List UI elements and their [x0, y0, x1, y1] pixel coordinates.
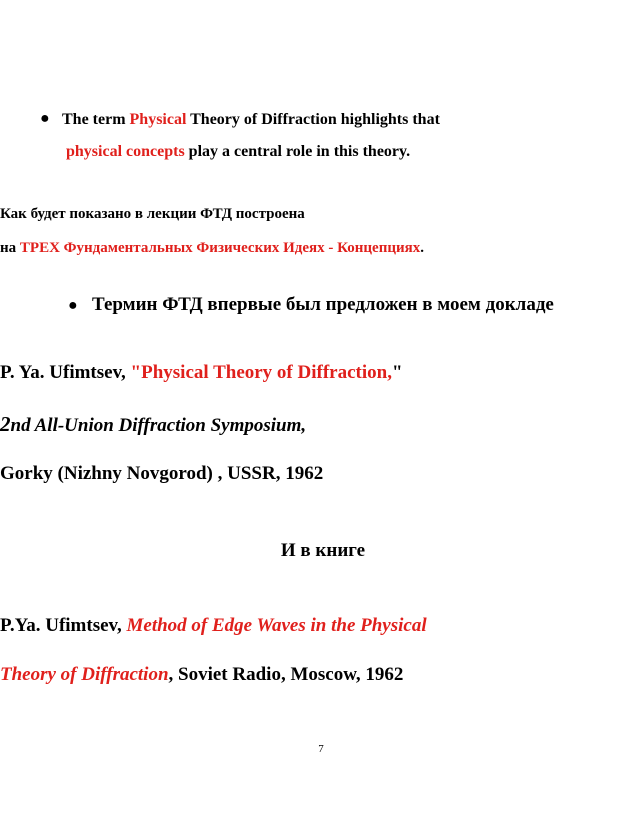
highlight-physical: Physical: [129, 111, 187, 128]
reference-event: 2nd All-Union Diffraction Symposium,: [0, 412, 307, 436]
book-author-title: P.Ya. Ufimtsev, Method of Edge Waves in the Physical: [0, 615, 427, 636]
bullet-line-2: physical concepts play a central role in this theory.: [66, 143, 411, 160]
center-text: И в книге: [280, 540, 366, 561]
bullet-line-1: The term Physical Theory of Diffraction highlights that: [62, 111, 440, 128]
reference-title: Physical Theory of Diffraction,: [141, 362, 392, 383]
russian-line-2: на ТРЕХ Фундаментальных Физических Идеях - Концепциях.: [0, 240, 425, 256]
highlight-physical-concepts: physical concepts: [66, 143, 185, 160]
highlight-three-concepts: ТРЕХ Фундаментальных Физических Идеях - Концепциях: [19, 240, 421, 256]
page-number: 7: [318, 743, 324, 755]
book-title-line-2: Theory of Diffraction: [0, 664, 169, 685]
book-title-publisher: Theory of Diffraction, Soviet Radio, Moscow, 1962: [0, 664, 404, 685]
bullet-term-line: Термин ФТД впервые был предложен в моем докладе: [92, 294, 554, 315]
bullet-dot: ●: [40, 110, 50, 127]
book-title-line-1: Method of Edge Waves in the Physical: [126, 615, 427, 636]
reference-author-title: P. Ya. Ufimtsev, "Physical Theory of Diffraction,": [0, 362, 403, 383]
bullet-dot: ●: [68, 297, 78, 314]
reference-place: Gorky (Nizhny Novgorod) , USSR, 1962: [0, 463, 324, 484]
russian-line-1: Как будет показано в лекции ФТД построена: [0, 206, 305, 222]
